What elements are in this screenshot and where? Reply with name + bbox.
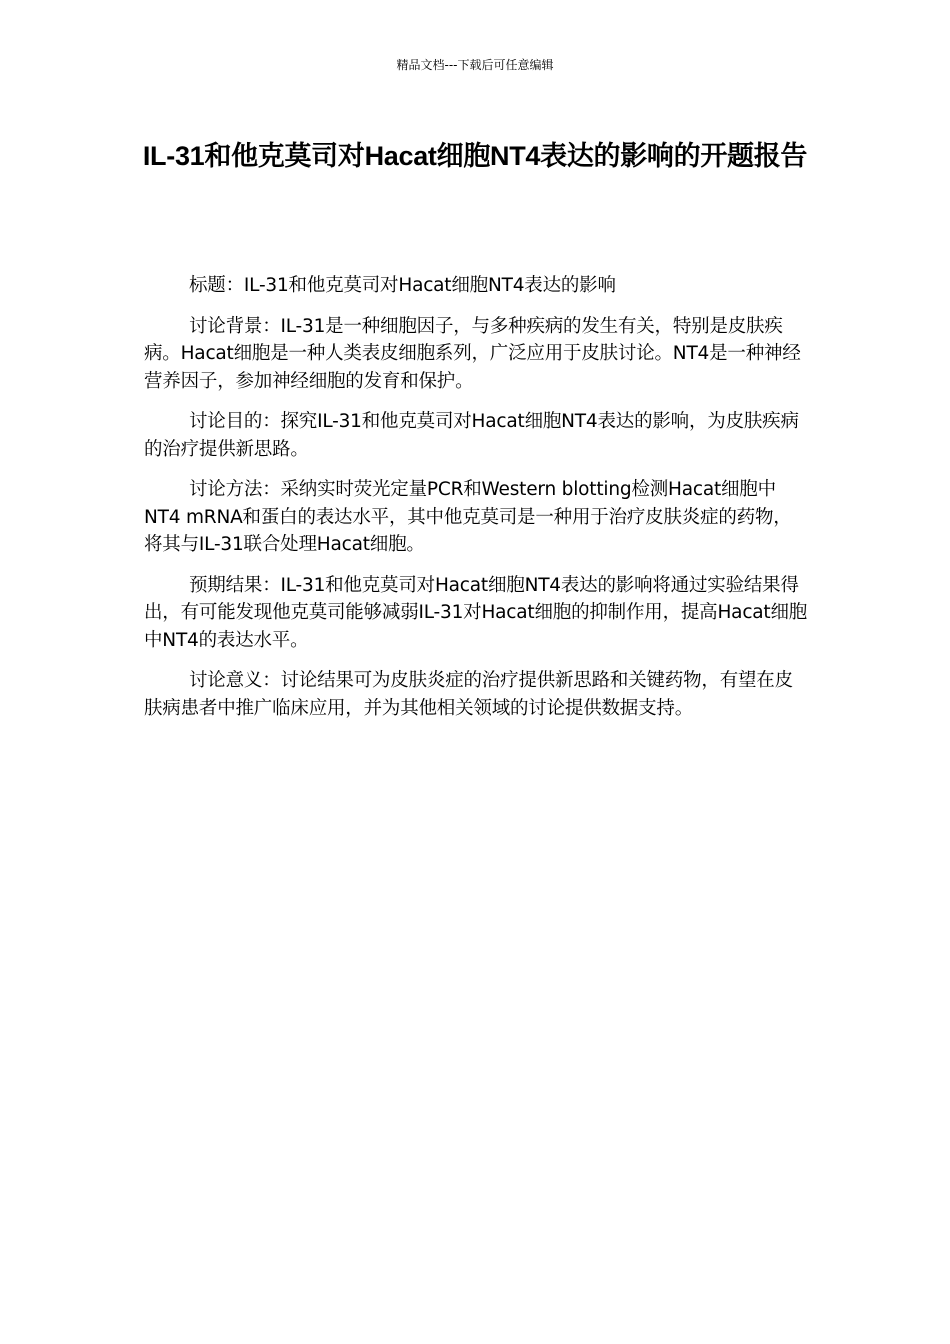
paragraph-expected-results: 预期结果：IL-31和他克莫司对Hacat细胞NT4表达的影响将通过实验结果得出，有可能发现他克莫司能够减弱IL-31对Hacat细胞的抑制作用，提高Hacat细胞中NT4的表达水平。 xyxy=(144,574,808,651)
paragraph-purpose: 讨论目的：探究IL-31和他克莫司对Hacat细胞NT4表达的影响，为皮肤疾病的治疗提供新思路。 xyxy=(144,411,799,460)
paragraph-title: 标题：IL-31和他克莫司对Hacat细胞NT4表达的影响 xyxy=(189,275,616,296)
paragraph-background: 讨论背景：IL-31是一种细胞因子，与多种疾病的发生有关，特别是皮肤疾病。Hacat细胞是一种人类表皮细胞系列，广泛应用于皮肤讨论。NT4是一种神经营养因子，参加神经细胞的发育和保护。 xyxy=(144,315,801,392)
document-body xyxy=(144,272,809,735)
document-title: IL-31和他克莫司对Hacat细胞NT4表达的影响的开题报告 xyxy=(142,141,808,171)
paragraph-significance: 讨论意义：讨论结果可为皮肤炎症的治疗提供新思路和关键药物，有望在皮肤病患者中推广临床应用，并为其他相关领域的讨论提供数据支持。 xyxy=(144,670,793,719)
paragraph-method: 讨论方法：采纳实时荧光定量PCR和Western blotting检测Hacat细胞中NT4 mRNA和蛋白的表达水平，其中他克莫司是一种用于治疗皮肤炎症的药物，将其与IL-31联合处理Hacat细胞。 xyxy=(144,479,792,555)
page-header: 精品文档---下载后可任意编辑 xyxy=(396,58,554,72)
